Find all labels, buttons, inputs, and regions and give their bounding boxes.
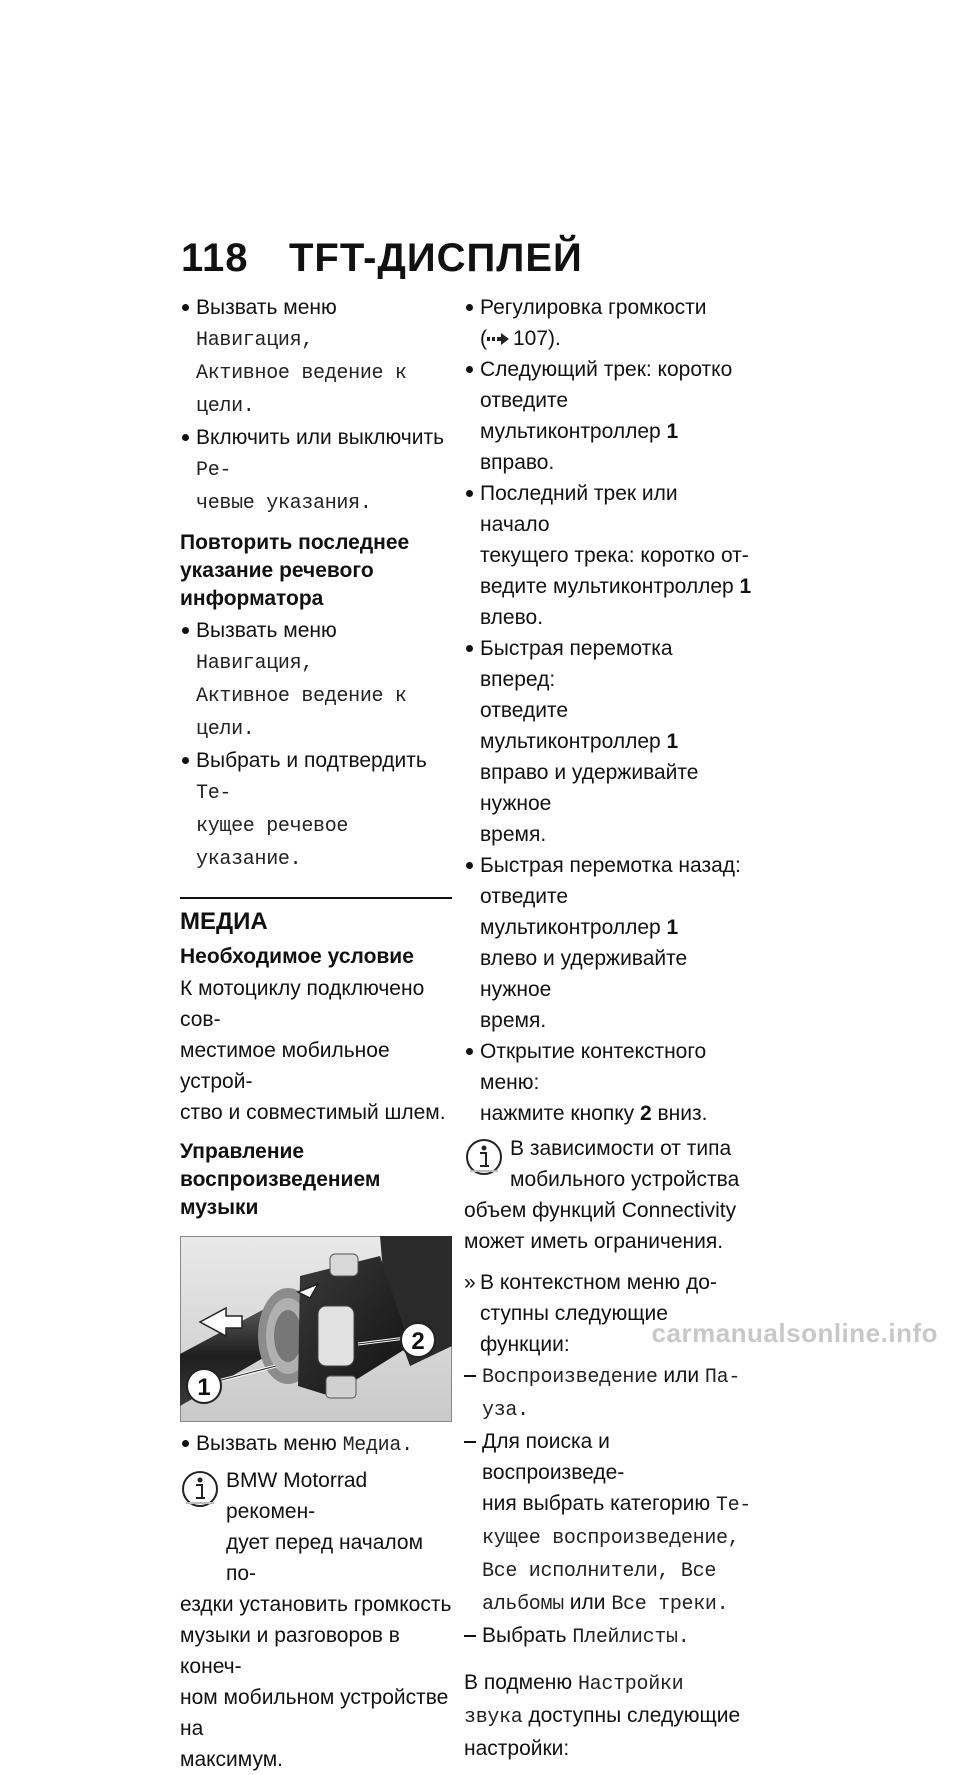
list-item: Включить или выключить Ре- чевые указания. xyxy=(180,422,452,519)
subheading-music-control: Управление воспроизведением музыки xyxy=(180,1140,381,1219)
section-heading-repeat: Повторить последнее указание речевого информатора xyxy=(180,531,410,610)
menu-path: Ре- xyxy=(196,459,232,482)
list-item: Регулировка громкости ( 107). xyxy=(464,292,752,354)
info-note: В зависимости от типа мобильного устройства объем функций Connectivity может иметь ограничения. xyxy=(464,1137,740,1253)
list-item: Вызвать меню Навигация, Активное ведение к цели. xyxy=(180,615,452,745)
watermark: carmanualsonline.info xyxy=(651,1318,938,1348)
option-item: Выбрать Плейлисты. xyxy=(464,1620,752,1653)
right-column xyxy=(464,292,752,1764)
requirement-text: К мотоциклу подключено сов- местимое мобильное устрой- ство и совместимый шлем. xyxy=(180,977,446,1124)
menu-path: Медиа. xyxy=(342,1434,413,1457)
page-ref-arrow-icon xyxy=(487,333,509,345)
info-note: BMW Motorrad рекомен- дует перед началом по- ездки установить громкость музыки и разговоров в конеч- ном мобильном устройстве на максимум. xyxy=(180,1469,452,1771)
list-item: Выбрать и подтвердить Те- кущее речевое указание. xyxy=(180,745,452,875)
list-item: Быстрая перемотка назад: отведите мультиконтроллер 1 влево и удерживайте нужное время. xyxy=(464,850,752,1036)
submenu-paragraph: В подменю Настройки звука доступны следующие настройки: xyxy=(464,1671,741,1760)
menu-path: чевые указания. xyxy=(196,492,372,515)
info-icon xyxy=(180,1469,220,1509)
list-item: Открытие контекстного меню: нажмите кнопку 2 вниз. xyxy=(464,1036,752,1129)
list-item: Быстрая перемотка вперед: отведите мультиконтроллер 1 вправо и удерживайте нужное время. xyxy=(464,633,752,850)
menu-path: Навигация, xyxy=(196,652,314,675)
page-header xyxy=(181,236,583,286)
list-item: Последний трек или начало текущего трека: коротко от- ведите мультиконтроллер 1 влево. xyxy=(464,478,752,633)
handlebar-controls-photo xyxy=(180,1236,452,1422)
option-item: Воспроизведение или Па- уза. xyxy=(464,1360,752,1426)
menu-path: Те- xyxy=(196,782,232,805)
menu-path: Активное ведение к цели. xyxy=(196,685,407,741)
menu-path: кущее речевое указание. xyxy=(196,815,349,871)
menu-path: Навигация, xyxy=(196,329,314,352)
result-item: » В контекстном меню до- ступны следующие функции: xyxy=(464,1267,752,1360)
left-column xyxy=(180,292,452,1775)
callout-2: 2 xyxy=(411,1328,425,1355)
list-item: Вызвать меню Медиа. xyxy=(180,1428,452,1461)
option-item: Для поиска и воспроизведе- ния выбрать категорию Те- кущее воспроизведение, Все исполнители, Все альбомы или Все треки. xyxy=(464,1426,752,1620)
page-number: 118 xyxy=(181,236,249,280)
callout-1: 1 xyxy=(197,1374,211,1401)
section-heading-media: МЕДИА xyxy=(180,897,452,937)
list-item: Следующий трек: коротко отведите мультиконтроллер 1 вправо. xyxy=(464,354,752,478)
subheading-requirement: Необходимое условие xyxy=(180,945,414,968)
list-item: Вызвать меню Навигация, Активное ведение к цели. xyxy=(180,292,452,422)
info-icon xyxy=(464,1137,504,1177)
page-title: TFT-ДИСПЛЕЙ xyxy=(289,236,583,280)
menu-path: Активное ведение к цели. xyxy=(196,362,407,418)
